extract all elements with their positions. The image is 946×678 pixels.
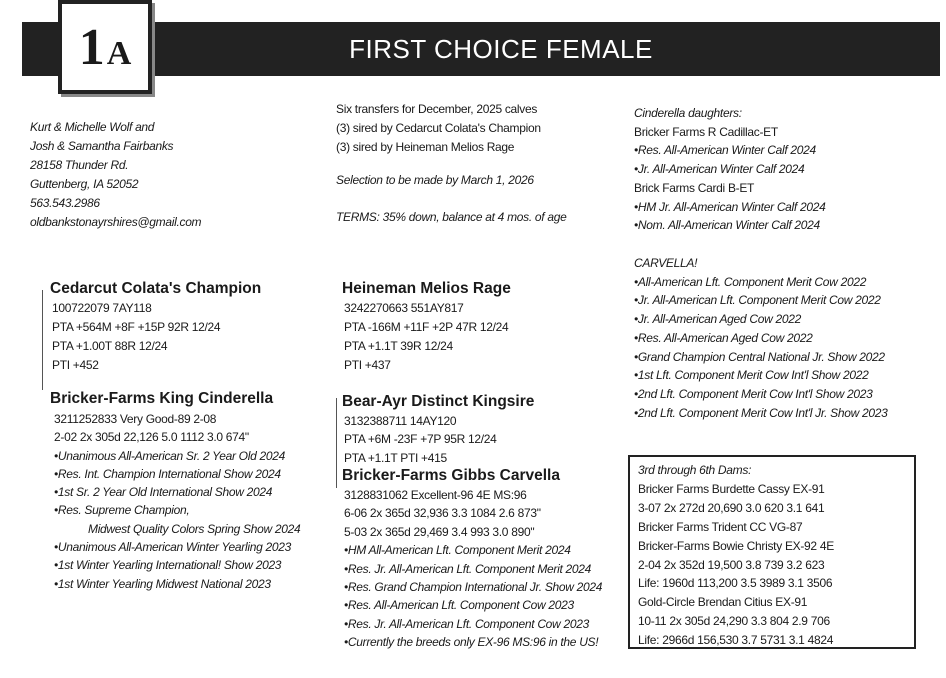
daughter-award: •Jr. All-American Winter Calf 2024 [634, 162, 805, 177]
dam-line: Gold-Circle Brendan Citius EX-91 [638, 595, 808, 610]
dam-award: •Res. Jr. All-American Lft. Component Merit 2024 [344, 561, 592, 576]
header-bar [22, 22, 940, 76]
consignor-email: oldbankstonayrshires@gmail.com [30, 215, 202, 229]
pedigree-connector [42, 290, 43, 390]
dam-line: Bricker Farms Trident CC VG-87 [638, 519, 803, 534]
sire-name: Heineman Melios Rage [342, 280, 511, 297]
sire-pta: PTA +1.1T 39R 12/24 [344, 339, 453, 353]
carvella-award: •Jr. All-American Lft. Component Merit Cow 2022 [634, 293, 881, 308]
dam-line: 3-07 2x 272d 20,690 3.0 620 3.1 641 [638, 500, 825, 515]
consignor-line: Kurt & Michelle Wolf and [30, 120, 155, 134]
section-heading: 3rd through 6th Dams: [638, 463, 752, 477]
dam-name: Bricker-Farms Gibbs Carvella [342, 467, 560, 484]
dam-award: •1st Winter Yearling Midwest National 2023 [54, 576, 271, 591]
dams-box-content [638, 461, 834, 650]
carvella-award: •2nd Lft. Component Merit Cow Int'l Show 2023 [634, 386, 873, 401]
dam-line: 10-11 2x 305d 24,290 3.3 804 2.9 706 [638, 614, 830, 629]
consignor-line: Josh & Samantha Fairbanks [30, 139, 174, 153]
sire-pti: PTI +437 [344, 358, 391, 372]
dam-award: •Res. Supreme Champion, [54, 503, 190, 518]
dam-award: •1st Winter Yearling International! Show 2023 [54, 558, 282, 573]
consignor-line: 28158 Thunder Rd. [30, 158, 129, 172]
dam-award: •1st Sr. 2 Year Old International Show 2024 [54, 485, 273, 500]
consignor-line: Guttenberg, IA 52052 [30, 177, 139, 191]
sire-pta: PTA +1.1T PTI +415 [344, 450, 447, 465]
page-title: FIRST CHOICE FEMALE [349, 34, 653, 64]
lot-letter: A [106, 35, 132, 72]
sire-pti: PTI +452 [52, 358, 99, 372]
consignor-info [30, 118, 201, 232]
dam-award: •Currently the breeds only EX-96 MS:96 in the US! [344, 635, 599, 650]
dam-award: •Unanimous All-American Winter Yearling 2023 [54, 540, 292, 555]
carvella-award: •Jr. All-American Aged Cow 2022 [634, 312, 801, 327]
carvella-award: •Grand Champion Central National Jr. Show 2022 [634, 349, 885, 364]
pedigree-connector [336, 398, 337, 488]
daughter-name: Brick Farms Cardi B-ET [634, 180, 755, 195]
dam-name: Bricker-Farms King Cinderella [50, 390, 274, 407]
sire-name: Bear-Ayr Distinct Kingsire [342, 393, 535, 410]
daughter-award: •Nom. All-American Winter Calf 2024 [634, 218, 820, 233]
cinderella-daughters [634, 104, 826, 235]
dam-line: 2-04 2x 352d 19,500 3.8 739 3.2 623 [638, 557, 825, 572]
dam-line: Bricker Farms Burdette Cassy EX-91 [638, 481, 825, 496]
consignor-line: 563.543.2986 [30, 196, 100, 210]
daughter-name: Bricker Farms R Cadillac-ET [634, 124, 778, 139]
offer-line: Six transfers for December, 2025 calves [336, 102, 538, 116]
dam-line: Bricker-Farms Bowie Christy EX-92 4E [638, 538, 834, 553]
carvella-section [634, 254, 887, 422]
dam-record: 6-06 2x 365d 32,936 3.3 1084 2.6 873" [344, 506, 541, 521]
lot-number-badge [58, 0, 152, 94]
dam-record: 2-02 2x 305d 22,126 5.0 1112 3.0 674" [54, 430, 249, 445]
sire-pta: PTA +1.00T 88R 12/24 [52, 339, 168, 353]
sire-pta: PTA +564M +8F +15P 92R 12/24 [52, 320, 221, 334]
sire-pta: PTA -166M +11F +2P 47R 12/24 [344, 320, 509, 334]
sire-details [344, 412, 497, 467]
dam-award: •Res. All-American Lft. Component Cow 2023 [344, 598, 574, 613]
terms-note: TERMS: 35% down, balance at 4 mos. of age [336, 210, 567, 224]
daughter-award: •HM Jr. All-American Winter Calf 2024 [634, 199, 826, 214]
offer-details [336, 100, 541, 157]
sire-reg: 100722079 7AY118 [52, 301, 152, 315]
sire-pta: PTA +6M -23F +7P 95R 12/24 [344, 432, 497, 447]
dam-award: •Res. Int. Champion International Show 2024 [54, 466, 281, 481]
dam-award: •Res. Jr. All-American Lft. Component Cow 2023 [344, 616, 589, 631]
sire-details [344, 299, 508, 375]
dam-line: Life: 2966d 156,530 3.7 5731 3.1 4824 [638, 633, 834, 648]
dam-award: •Res. Grand Champion International Jr. Show 2024 [344, 580, 603, 595]
carvella-award: •Res. All-American Aged Cow 2022 [634, 330, 813, 345]
sire-reg: 3242270663 551AY817 [344, 301, 464, 315]
dam-award: •HM All-American Lft. Component Merit 2024 [344, 543, 571, 558]
offer-line: (3) sired by Cedarcut Colata's Champion [336, 121, 541, 135]
carvella-award: •2nd Lft. Component Merit Cow Int'l Jr. Show 2023 [634, 405, 888, 420]
dam-reg: 3211252833 Very Good-89 2-08 [54, 412, 217, 426]
dam-record: 5-03 2x 365d 29,469 3.4 993 3.0 890" [344, 524, 535, 539]
selection-note: Selection to be made by March 1, 2026 [336, 173, 534, 187]
carvella-award: •All-American Lft. Component Merit Cow 2022 [634, 274, 867, 289]
daughter-award: •Res. All-American Winter Calf 2024 [634, 143, 816, 158]
sire-reg: 3132388711 14AY120 [344, 414, 457, 428]
dam-line: Life: 1960d 113,200 3.5 3989 3.1 3506 [638, 576, 833, 591]
dam-award: •Unanimous All-American Sr. 2 Year Old 2024 [54, 448, 285, 463]
sire-name: Cedarcut Colata's Champion [50, 280, 262, 297]
dam-details [54, 410, 300, 593]
offer-line: (3) sired by Heineman Melios Rage [336, 140, 515, 154]
lot-number: 1 [78, 19, 105, 76]
sire-details [52, 299, 220, 375]
dam-award: Midwest Quality Colors Spring Show 2024 [88, 521, 301, 536]
dam-details [344, 486, 602, 652]
carvella-award: •1st Lft. Component Merit Cow Int'l Show 2022 [634, 368, 869, 383]
section-heading: Cinderella daughters: [634, 106, 742, 120]
dam-reg: 3128831062 Excellent-96 4E MS:96 [344, 488, 527, 502]
section-heading: CARVELLA! [634, 256, 698, 270]
